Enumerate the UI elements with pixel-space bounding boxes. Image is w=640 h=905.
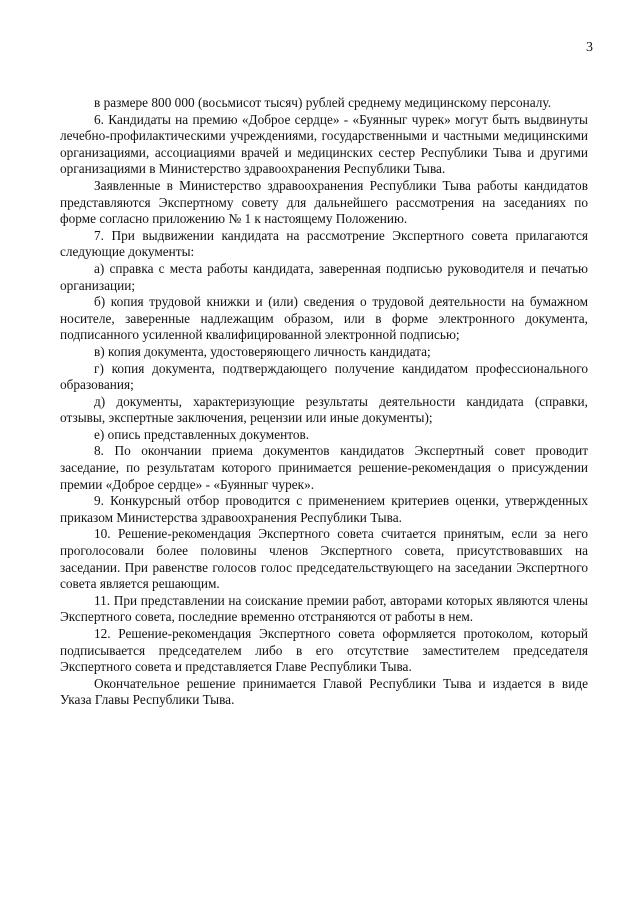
paragraph-7-documents: 7. При выдвижении кандидата на рассмотрение Экспертного совета прилагаются следующие документы: [60,227,588,260]
paragraph-6-nomination: 6. Кандидаты на премию «Доброе сердце» - «Буянныг чурек» могут быть выдвинуты лечебно-профилактическими учреждениями, государственными и частными медицинскими организациями, ассоциациями врачей и медицинских сестер Республики Тыва и другими организациями в Министерство здравоохранения Республики Тыва. [60,111,588,177]
list-item-e: е) опись представленных документов. [94,426,310,442]
paragraph-12-protocol: 12. Решение-рекомендация Экспертного совета оформляется протоколом, который подписывается председателем либо в его отсутствие заместителем председателя Экспертного совета и представляется Главе Республики Тыва. [60,626,588,675]
paragraph-final-decision: Окончательное решение принимается Главой Республики Тыва и издается в виде Указа Главы Республики Тыва. [60,675,588,708]
paragraph-submission: Заявленные в Министерство здравоохранения Республики Тыва работы кандидатов представляются Экспертному совету для дальнейшего рассмотрения на заседаниях по форме согласно приложению № 1 к настоящему Положению. [60,177,588,227]
paragraph-8-meeting: 8. По окончании приема документов кандидатов Экспертный совет проводит заседание, по результатам которого принимается решение-рекомендация о присуждении премии «Доброе сердце» - «Буянныг чурек». [60,443,588,492]
page-number: 3 [586,40,593,55]
paragraph-11-recusal: 11. При представлении на соискание премии работ, авторами которых являются члены Экспертного совета, последние временно отстраняются от работы в нем. [60,592,588,625]
list-item-v: в) копия документа, удостоверяющего личность кандидата; [94,343,431,359]
list-item-d: д) документы, характеризующие результаты деятельности кандидата (справки, отзывы, экспертные заключения, рецензии или иные документы); [60,393,588,426]
paragraph-award-amount: в размере 800 000 (восьмисот тысяч) рублей среднему медицинскому персоналу. [94,95,552,110]
paragraph-9-selection: 9. Конкурсный отбор проводится с применением критериев оценки, утвержденных приказом Министерства здравоохранения Республики Тыва. [60,493,588,525]
paragraph-10-voting: 10. Решение-рекомендация Экспертного совета считается принятым, если за него проголосовали более половины членов Экспертного совета, присутствовавших на заседании. При равенстве голосов голос председательствующего на заседании Экспертного совета является решающим. [60,526,588,592]
list-item-b: б) копия трудовой книжки и (или) сведения о трудовой деятельности на бумажном носителе, заверенные надлежащим образом, или в форме электронного документа, подписанного усиленной квалифицированной электронной подписью; [60,294,588,343]
list-item-g: г) копия документа, подтверждающего получение кандидатом профессионального образования; [60,360,588,393]
list-item-a: а) справка с места работы кандидата, заверенная подписью руководителя и печатью организации; [60,260,588,293]
document-body [60,95,588,709]
